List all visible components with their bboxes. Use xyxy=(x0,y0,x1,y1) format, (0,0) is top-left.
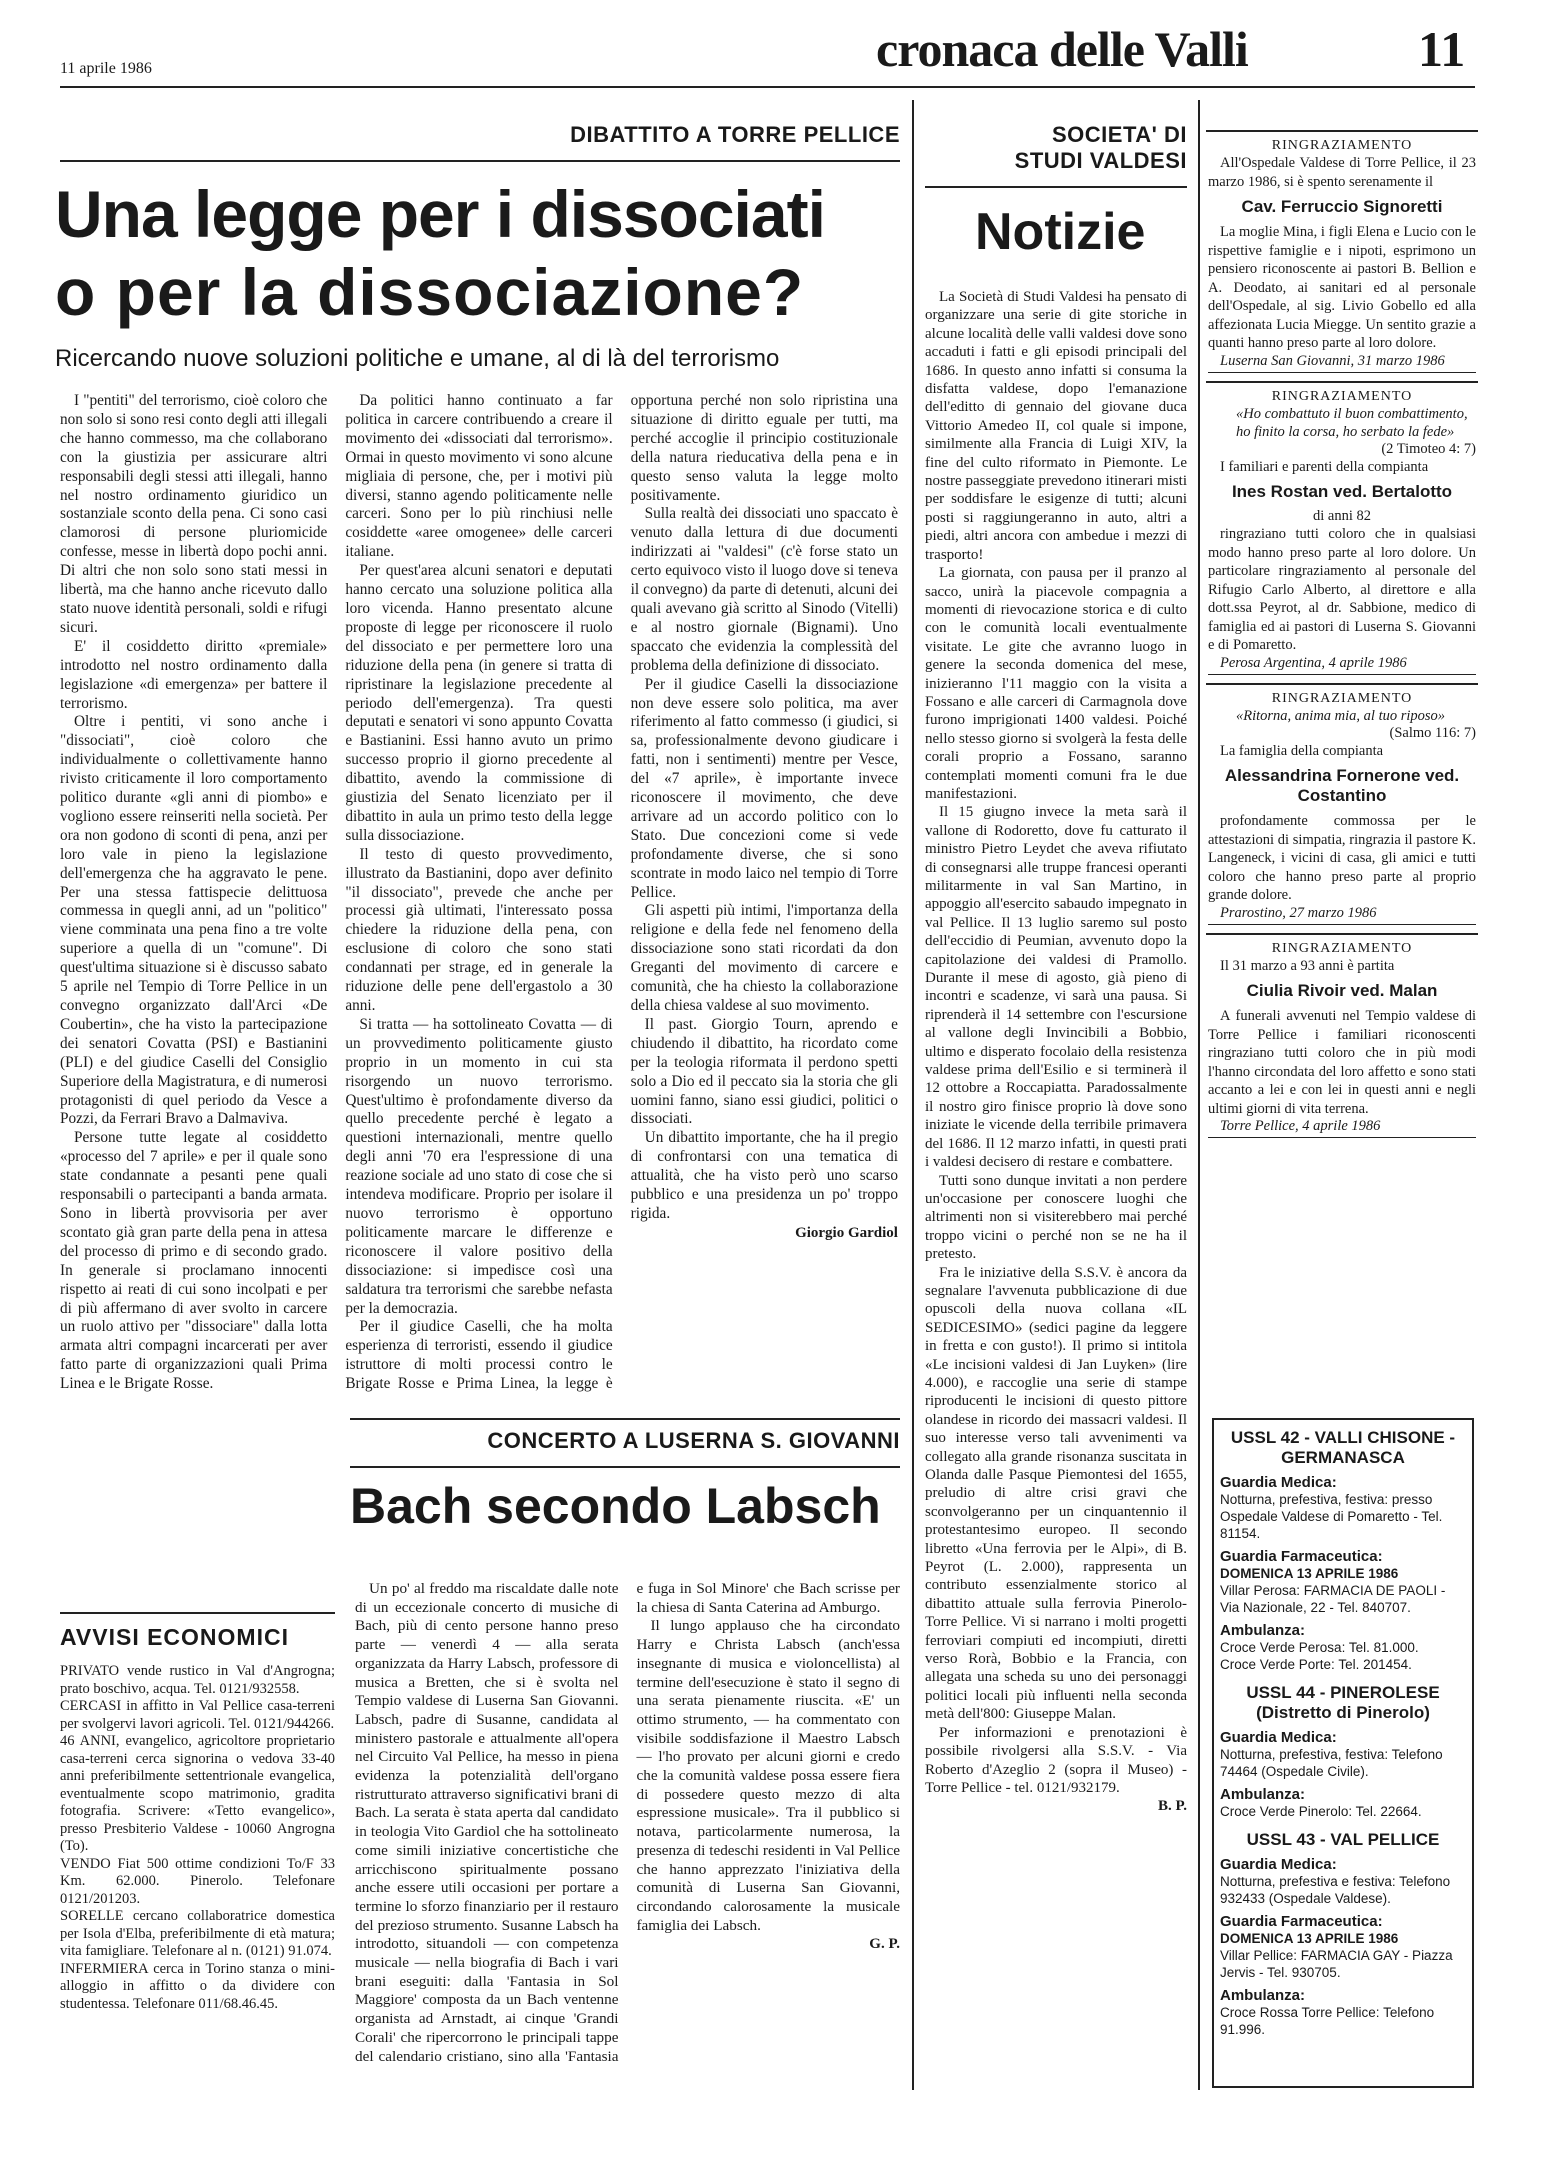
page-date: 11 aprile 1986 xyxy=(60,60,152,77)
ussl-line: Croce Rossa Torre Pellice: Telefono 91.996. xyxy=(1220,2005,1435,2037)
ringraziamento-body: profondamente commossa per le attestazioni di simpatia, ringrazia il pastore K. Langeneck, i vicini di casa, gli amici e tutti coloro che hanno preso parte al proprio grande dolore. xyxy=(1208,813,1476,903)
main-signature: Giorgio Gardiol xyxy=(795,1224,898,1241)
ussl-line: Notturna, prefestiva, festiva: Telefono 74464 (Ospedale Civile). xyxy=(1220,1747,1443,1779)
ringraziamento-pre: La famiglia della compianta xyxy=(1220,742,1384,759)
ringraziamento-box xyxy=(1206,130,1478,381)
ringraziamento-heading: RINGRAZIAMENTO xyxy=(1271,388,1413,404)
main-article-body xyxy=(60,392,898,1402)
notizie-signature: B. P. xyxy=(1157,1798,1187,1815)
ad-item: INFERMIERA cerca in Torino stanza o mini-alloggio in affitto o da dividere con studentessa. Telefonare 011/68.46.45. xyxy=(60,1960,335,2012)
notizie-kicker-line2: STUDI VALDESI xyxy=(1014,148,1187,173)
main-paragraph: Per il giudice Caselli, che ha molta esperienza di terroristi, essendo il giudice istruttore di molti processi contro le Brigate Rosse e Prima Linea, la legge è opportuna perché non solo ripristina una situazione di diritto eguale per tutti, ma perché accoglie il principio costituzionale della natura rieducativa della pena e in questo senso valuta la legge molto positivamente. xyxy=(345,392,898,1393)
ussl-section-title: Ambulanza: xyxy=(1220,1786,1306,1803)
ussl-section-title: Guardia Farmaceutica: xyxy=(1220,1913,1383,1930)
page-number: 11 xyxy=(1418,21,1466,77)
ringraziamento-name: Ciulia Rivoir ved. Malan xyxy=(1246,981,1438,1000)
ringraziamento-pre: Il 31 marzo a 93 anni è partita xyxy=(1220,957,1395,974)
ringraziamento-name: Ines Rostan ved. Bertalotto xyxy=(1231,482,1453,501)
bach-top-rule xyxy=(350,1418,900,1420)
main-paragraph: Gli aspetti più intimi, l'importanza della religione e della fede nel fenomeno della dissociazione sono stati ricordati da don Greganti del movimento di carcere e comunità, che ha chiesto la collaborazione della chiesa valdese al suo movimento. xyxy=(630,902,898,1014)
ussl-section-title: Guardia Medica: xyxy=(1220,1474,1337,1491)
main-paragraph: I "pentiti" del terrorismo, cioè coloro che non solo si sono resi conto degli atti illegali che hanno commesso, ma che collaborano con la giustizia per assicurare altri responsabili degli stessi atti illegali, hanno nel nostro ordinamento giuridico un sostanziale sconto della pena. Ci sono casi clamorosi di persone pluriomicide confesse, messe in libertà dopo pochi anni. Di altri che non solo sono stati messi in libertà, ma che hanno anche ricevuto dallo stato nuove identità personali, soldi e rifugi sicuri. xyxy=(60,392,328,636)
bach-kicker: CONCERTO A LUSERNA S. GIOVANNI xyxy=(487,1428,900,1453)
notizie-kicker xyxy=(925,122,1187,174)
main-paragraph: Per quest'area alcuni senatori e deputati hanno cercato una soluzione politica alla loro vicenda. Hanno presentato alcune proposte di legge per riconoscere il ruolo del dissociato e per permettere loro una riduzione della pena (in genere si tratta di ripristinare la legislazione precedente al periodo dell'emergenza). Tra questi deputati e senatori vi sono appunto Covatta e Bastianini. Essi hanno avuto un primo successo proprio il giorno precedente al dibattito, avendo la commissione di giustizia del Senato licenziato per il dibattito in aula un primo testo della legge sulla dissociazione. xyxy=(345,562,613,844)
ringraziamento-date: Torre Pellice, 4 aprile 1986 xyxy=(1208,1118,1476,1138)
ussl-section-title: Guardia Medica: xyxy=(1220,1856,1337,1873)
ussl-section-title: Ambulanza: xyxy=(1220,1622,1306,1639)
ussl-heading: USSL 43 - VAL PELLICE xyxy=(1246,1830,1440,1849)
ad-item: VENDO Fiat 500 ottime condizioni To/F 33 Km. 62.000. Pinerolo. Telefonare 0121/201203. xyxy=(60,1855,335,1907)
kicker-rule xyxy=(60,160,900,162)
column-rule-right xyxy=(1198,100,1200,2090)
ussl-section-title: Guardia Farmaceutica: xyxy=(1220,1548,1383,1565)
main-paragraph: Il testo di questo provvedimento, illustrato da Bastianini, dopo aver definito "il dissociato", prevede che anche per processi già ultimati, l'interessato possa chiedere la riduzione della pena, con esclusione di coloro che sono stati condannati per strage, ed in generale la riduzione delle pene dell'ergastolo a 30 anni. xyxy=(345,845,613,1014)
main-paragraph: Sulla realtà dei dissociati uno spaccato è venuto dalla lettura di due documenti indirizzati ai "valdesi" (c'è forse stato un certo equivoco visto il luogo dove si teneva il convegno) da parte di detenuti, alcuni dei quali avevano già scritto al Sinodo (Vitelli) e al nostro giornale (Bignami). Uno spaccato che evidenzia la complessità del problema della definizione di dissociato. xyxy=(630,505,898,674)
bach-kicker-rule xyxy=(350,1466,900,1468)
ussl-line: DOMENICA 13 APRILE 1986 xyxy=(1220,1931,1399,1946)
ringraziamento-box xyxy=(1206,381,1478,683)
bach-body xyxy=(355,1580,900,2090)
main-kicker: DIBATTITO A TORRE PELLICE xyxy=(570,122,900,147)
ringraziamento-body: La moglie Mina, i figli Elena e Lucio con le rispettive famiglie e i nipoti, esprimono un pensiero riconoscente ai pastori B. Bellion e A. Deodato, ai sanitari ed al personale dell'Ospedale, al sig. Livio Gobello ed alla affezionata Lucia Miegge. Un sentito grazie a quanti hanno preso parte al loro dolore. xyxy=(1208,224,1476,351)
header-rule xyxy=(60,86,1475,88)
main-paragraph: Si tratta — ha sottolineato Covatta — di un provvedimento politicamente giusto proprio in un momento in cui sta risorgendo un nuovo terrorismo. Quest'ultimo è profondamente diverso da quello precedente perché è legato a questioni internazionali, mentre quello degli anni '70 era l'espressione di una reazione sociale ad uno stato di cose che si intendeva modificare. Proprio per isolare il nuovo terrorismo è opportuno politicamente marcare le differenze e riconoscere il valore positivo della dissociazione: si impedisce così una saldatura tra terrorismi che sarebbe nefasta per la democrazia. xyxy=(345,1015,613,1317)
main-paragraph: E' il cosiddetto diritto «premiale» introdotto nel nostro ordinamento dalla legislazione «di emergenza» per battere il terrorismo. xyxy=(60,637,328,712)
ussl-line: Notturna, prefestiva, festiva: presso Ospedale Valdese di Pomaretto - Tel. 81154. xyxy=(1220,1492,1443,1541)
main-title-line1: Una legge per i dissociati xyxy=(55,177,825,251)
ringraziamento-box xyxy=(1206,683,1478,933)
ringraziamento-heading: RINGRAZIAMENTO xyxy=(1271,690,1413,706)
main-subtitle: Ricercando nuove soluzioni politiche e umane, al di là del terrorismo xyxy=(55,345,780,372)
ringraziamento-box xyxy=(1206,933,1478,1147)
main-paragraph: Il past. Giorgio Tourn, aprendo e chiudendo il dibattito, ha ricordato come per la teologia riformata il perdono spetti solo a Dio ed il peccato sia la storia che gli uomini fanno, siano essi giudici, politici o dissociati. xyxy=(630,1015,898,1128)
ussl-line: Villar Perosa: FARMACIA DE PAOLI - Via Nazionale, 22 - Tel. 840707. xyxy=(1220,1583,1446,1615)
main-paragraph: Per il giudice Caselli la dissociazione non deve essere solo politica, ma aver riferimento al fatto commesso (i giudici, si sa, professionalmente devono giudicare i fatti, non i sentimenti) mentre per Vesce, del «7 aprile», è importante invece riconoscere il movimento, che deve arrivare ad un accordo politico con lo Stato. Due concezioni come si vede profondamente diverse, che si sono scontrate in modo laico nel tempio di Torre Pellice. xyxy=(630,675,898,901)
ussl-line: Croce Verde Perosa: Tel. 81.000. xyxy=(1220,1640,1419,1655)
ad-item: SORELLE cercano collaboratrice domestica per Isola d'Elba, preferibilmente di età matura; vita famigliare. Telefonare al n. (0121) 91.074. xyxy=(60,1908,335,1959)
main-title-line2: o per la dissociazione? xyxy=(55,255,805,329)
ringraziamento-name: Alessandrina Fornerone ved. Costantino xyxy=(1224,766,1460,805)
ussl-section-title: Guardia Medica: xyxy=(1220,1729,1337,1746)
ussl-block xyxy=(1220,1683,1466,1820)
ussl-section-title: Ambulanza: xyxy=(1220,1987,1306,2004)
main-paragraph: Da politici hanno continuato a far politica in carcere contribuendo a creare il movimento dei «dissociati dal terrorismo». Ormai in questo movimento vi sono alcune migliaia di persone, che, per i motivi più diversi, stanno agendo politicamente nelle carceri. Sono per lo più rinchiusi nelle cosiddette «aree omogenee» delle carceri italiane. xyxy=(345,392,613,561)
ringraziamento-date: Prarostino, 27 marzo 1986 xyxy=(1208,905,1476,925)
ringraziamento-quote: «Ritorna, anima mia, al tuo riposo» xyxy=(1236,707,1446,724)
bach-paragraph: Un po' al freddo ma riscaldate dalle note di un eccezionale concerto di musiche di Bach, più di cento persone hanno preso parte — venerdì 4 — alla serata organizzata da Harry Labsch, professore di musica a Bretten, che si è svolta nel Tempio valdese di Luserna San Giovanni. Labsch, padre di Susanne, candidata al ministero pastorale e attualmente all'opera nel Circuito Val Pellice, ha messo in piena evidenza la potenzialità dell'organo ristrutturato attraverso significativi brani di Bach. La serata è stata aperta dal candidato in teologia Vito Gardiol che ha sottolineato come simili iniziative concertistiche che arricchiscono spiritualmente possano anche essere utili occasioni per portare a termine lo sforzo finanziario per il restauro del prezioso strumento. Susanne Labsch ha introdotto, situandoli — con competenza musicale — nella biografia di Bach i vari brani eseguiti: dalla 'Fantasia in Sol Maggiore' composta da un Bach ventenne organista ad Arnstadt, ai cinque 'Grandi Corali' che ripercorrono le principali tappe del calendario cristiano, sino alla 'Fantasia e fuga in Sol Minore' che Bach scrisse per la chiesa di Santa Caterina ad Amburgo. xyxy=(355,1580,900,2065)
ringraziamento-body: ringraziano tutti coloro che in qualsiasi modo hanno preso parte al loro dolore. Un particolare ringraziamento al personale del Rifugio Carlo Alberto, al direttore e alla dott.ssa Peyrot, al dr. Sabbione, medico di famiglia ed ai pastori di Luserna S. Giovanni e di Pomaretto. xyxy=(1208,526,1476,653)
bach-paragraph: Il lungo applauso che ha circondato Harry e Christa Labsch (anch'essa insegnante di musica e violoncellista) al termine dell'esecuzione è stato il segno di una serata pienamente riuscita. «E' un ottimo strumento, — ha commentato con visibile soddisfazione il Maestro Labsch — l'ho provato per alcuni giorni e credo che la comunità valdese possa essere fiera di possedere questo mezzo di alta espressione musicale». Tra il pubblico si notava, particolarmente numerosa, la presenza di tedeschi residenti in Val Pellice che hanno apprezzato l'iniziativa della comunità di Luserna San Giovanni, circondando calorosamente la musicale famiglia dei Labsch. xyxy=(636,1617,900,1934)
notizie-paragraph: La Società di Studi Valdesi ha pensato di organizzare una serie di gite storiche in alcune località delle valli valdesi dove sono accaduti i fatti e gli episodi principali del 1686. In questo anno infatti si consuma la disfatta valdese, dopo l'emanazione dell'editto di gennaio del giovane duca Vittorio Amedeo II, col quale si impone, similmente alla Francia di Luigi XIV, la fine del culto riformato in Piemonte. Le nostre passeggiate prevedono itinerari misti per soddisfare le esigenze di tutti; alcuni posti si raggiungeranno in auto, altri a piedi, altri ancora con ambedue i mezzi di trasporto! xyxy=(925,289,1187,563)
ringraziamento-ref: (Salmo 116: 7) xyxy=(1389,724,1476,741)
ringraziamento-date: Perosa Argentina, 4 aprile 1986 xyxy=(1208,655,1476,675)
ad-item: PRIVATO vende rustico in Val d'Angrogna; prato boschivo, acqua. Tel. 0121/932558. xyxy=(60,1663,335,1697)
notizie-paragraph: Per informazioni e prenotazioni è possibile rivolgersi alla S.S.V. - Via Roberto d'Azeglio 2 (sopra il Museo) - Torre Pellice - tel. 0121/932179. xyxy=(925,1724,1187,1796)
ringraziamento-heading: RINGRAZIAMENTO xyxy=(1271,940,1413,956)
ussl-heading: USSL 44 - PINEROLESE (Distretto di Pinerolo) xyxy=(1246,1683,1440,1722)
notizie-body xyxy=(925,288,1187,2088)
ussl-box xyxy=(1212,1418,1474,2088)
main-paragraph: Un dibattito importante, che ha il pregio di confrontarsi con una tematica di attualità, che ha visto però uno scarso pubblico e una presidenza un po' troppo rigida. xyxy=(630,1129,898,1222)
notizie-kicker-rule xyxy=(925,186,1187,188)
ringraziamento-date: Luserna San Giovanni, 31 marzo 1986 xyxy=(1208,353,1476,373)
notizie-paragraph: Il 15 giugno invece la meta sarà il vallone di Rodoretto, dove fu catturato il ministro Pietro Leydet che aveva rifiutato di consegnarsi alle truppe francesi operanti militarmente in val San Martino, in appoggio all'esercito sabaudo impegnato in val Pellice. Il 13 luglio saremo sul posto dell'eccidio di Peumian, avvenuto dopo la capitolazione dei valdesi di Pramollo. Durante il mese di agosto, già pieno di incontri e scadenze, vi sarà una pausa. Si riprenderà il 14 settembre con l'escursione al vallone degli Invincibili a Bobbio, ultimo e disperato focolaio della resistenza valdese prima dell'Esilio e si terminerà il 12 ottobre a Roccapiatta. Paradossalmente il nostro giro finisce proprio là dove sono iniziate le vicende della terribile primavera del 1686. Il 12 marzo infatti, in questi prati i valdesi decisero di restare e combattere. xyxy=(925,804,1187,1171)
ussl-heading: USSL 42 - VALLI CHISONE - GERMANASCA xyxy=(1230,1428,1456,1467)
ringraziamento-pre: All'Ospedale Valdese di Torre Pellice, il 23 marzo 1986, si è spento serenamente il xyxy=(1208,155,1476,190)
main-paragraph: Oltre i pentiti, vi sono anche i "dissociati", cioè coloro che individualmente o collettivamente hanno rivisto criticamente il loro comportamento politico durante «gli anni di piombo» e vogliono essere reinseriti nella società. Per ora non godono di sconti di pena, anzi per loro vale in pieno la legislazione dell'emergenza che ha aggravato le pene. Per una stessa fattispecie delittuosa commessa in quegli anni, ad un "politico" viene comminata una pena fino a tre volte superiore a quella di un "comune". Di quest'ultima situazione si è discusso sabato 5 aprile nel Tempio di Torre Pellice in un convegno organizzato dall'Arci «De Coubertin», che ha visto la partecipazione dei senatori Covatta (PSI) e Bastianini (PLI) e del giudice Caselli del Consiglio Superiore della Magistratura, e di numerosi protagonisti di quel periodo da Vesce a Pozzi, da Ferrari Bravo a Dalmaviva. xyxy=(60,713,328,1128)
bach-signature: G. P. xyxy=(869,1936,900,1953)
ussl-line: Croce Verde Porte: Tel. 201454. xyxy=(1220,1657,1412,1672)
notizie-kicker-line1: SOCIETA' DI xyxy=(1052,122,1187,147)
avvisi-title: AVVISI ECONOMICI xyxy=(60,1624,289,1650)
ad-item: CERCASI in affitto in Val Pellice casa-terreni per svolgervi lavori agricoli. Tel. 0121/944266. xyxy=(60,1698,335,1732)
ussl-line: Villar Pellice: FARMACIA GAY - Piazza Jervis - Tel. 930705. xyxy=(1220,1948,1453,1980)
ringraziamento-age: di anni 82 xyxy=(1313,508,1371,524)
ussl-line: Notturna, prefestiva e festiva: Telefono 932433 (Ospedale Valdese). xyxy=(1220,1874,1451,1906)
ringraziamento-heading: RINGRAZIAMENTO xyxy=(1271,138,1413,153)
notizie-paragraph: La giornata, con pausa per il pranzo al sacco, unirà la piacevole compagnia a momenti di rievocazione storica e di culto con le comunità locali eventualmente visitate. Le gite che avranno luogo in genere la seconda domenica del mese, inizieranno l'11 maggio con la visita a Fossano e alle carceri di Carmagnola dove furono imprigionati 1400 valdesi. Poiché nello stesso giorno si svolgerà la festa delle corali proprio a Fossano, saranno contemplati momenti comuni fra le due manifestazioni. xyxy=(925,565,1187,802)
ringraziamento-pre: I familiari e parenti della compianta xyxy=(1220,458,1429,475)
notizie-title: Notizie xyxy=(975,203,1146,261)
column-rule-notizie xyxy=(912,100,914,2090)
bach-title: Bach secondo Labsch xyxy=(350,1478,881,1534)
notizie-paragraph: Fra le iniziative della S.S.V. è ancora da segnalare l'avvenuta pubblicazione di due opuscoli della nuova collana «IL SEDICESIMO» (sedici pagine da leggere in fretta e con gusto!). Il primo si intitola «Le incisioni valdesi di Jan Luyken» (lire 4.000), e raccoglie una serie di stampe riproducenti le incisioni di questo pittore olandese in ricordo dei massacri valdesi. Il suo interesse verso tali avvenimenti va collegato alla grande risonanza suscitata in Olanda dalle Pasque Piemontesi del 1655, preludio di altre crisi gravi che sconvolgeranno per un cinquantennio il protestantesimo europeo. Il secondo libretto «Una ferrovia per le Alpi», di B. Peyrot (L. 2.000), rappresenta un contributo essenzialmente storico al dibattito attuale sulla ferrovia Pinerolo-Torre Pellice. Vi si narrano i molti progetti ferroviari compiuti ed incompiuti, diretti verso Rorà, Bobbio e la Francia, con allegata una scheda su uno dei personaggi politici locali più influenti nella seconda metà dell'800: Giuseppe Malan. xyxy=(925,1264,1187,1723)
main-paragraph: Persone tutte legate al cosiddetto «processo del 7 aprile» e per il quale sono state condannate a pesanti pene quali responsabili o partecipanti a banda armata. Sono in libertà provvisoria per aver scontato già gran parte della pena in attesa del processo di primo e di secondo grado. In generale si proclamano innocenti rispetto ai reati di cui sono incolpati e per di più affermano di aver svolto in carcere un ruolo attivo per "dissociare" dalla lotta armata altri compagni incarcerati per aver fatto parte di organizzazioni quali Prima Linea e le Brigate Rosse. xyxy=(60,1129,328,1393)
ussl-line: Croce Verde Pinerolo: Tel. 22664. xyxy=(1220,1804,1422,1819)
ussl-block xyxy=(1220,1428,1466,1673)
ringraziamento-name: Cav. Ferruccio Signoretti xyxy=(1241,197,1443,216)
ad-item: 46 ANNI, evangelico, agricoltore proprietario casa-terreni cerca signorina o vedova 33-40 anni preferibilmente settentrionale evangelica, eventualmente scopo matrimonio, gradita fotografia. Scrivere: «Tetto evangelico», presso Presbiterio Valdese - 10060 Angrogna (To). xyxy=(60,1733,335,1854)
ringraziamento-body: A funerali avvenuti nel Tempio valdese di Torre Pellice i familiari riconoscenti ringraziano tutti coloro che in più modi l'hanno circondata del loro affetto e sono stati accanto a lei e con lei in questi anni e negli ultimi giorni di vita terrena. xyxy=(1208,1008,1476,1117)
masthead: cronaca delle Valli xyxy=(876,21,1248,77)
notizie-paragraph: Tutti sono dunque invitati a non perdere un'occasione per conoscere luoghi che altrimenti non si visiterebbero mai perché troppo vicini o perché non se ne ha il pretesto. xyxy=(925,1172,1187,1263)
ussl-block xyxy=(1220,1830,1466,2038)
avvisi-rule xyxy=(60,1612,335,1614)
ringraziamento-quote: «Ho combattuto il buon combattimento, ho finito la corsa, ho serbato la fede» xyxy=(1236,405,1468,440)
ringraziamento-ref: (2 Timoteo 4: 7) xyxy=(1381,440,1476,457)
ussl-line: DOMENICA 13 APRILE 1986 xyxy=(1220,1566,1399,1581)
ringraziamenti-column xyxy=(1206,130,1478,1146)
avvisi-box xyxy=(60,1618,335,2088)
